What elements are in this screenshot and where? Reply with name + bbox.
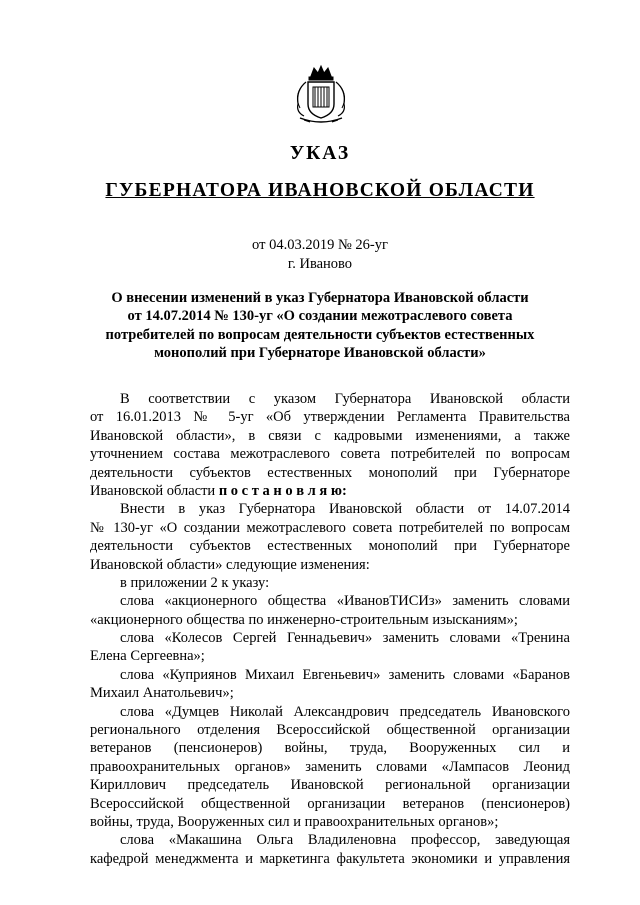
subject-line: потребителей по вопросам деятельности субъектов естественных [105,326,535,343]
decree-body [90,390,570,868]
body-line: В соответствии с указом Губернатора Ивановской области [120,391,570,407]
body-line: слова «Макашина Ольга Владиленовна профессор, заведующая [120,832,570,849]
body-text: Ивановской области [90,482,216,499]
decree-city: г. Иваново [287,256,353,272]
resolution-word: п о с т а н о в л я ю: [218,482,347,499]
body-line: кафедрой менеджмента и маркетинга факультета экономики и управления [90,850,570,867]
issuer-title: ГУБЕРНАТОРА ИВАНОВСКОЙ ОБЛАСТИ [105,180,535,201]
body-line: Михаил Анатольевич»; [90,685,234,702]
body-line: № 130-уг «О создании межотраслевого совета потребителей по вопросам [90,519,570,536]
body-line: слова «Куприянов Михаил Евгеньевич» заменить словами «Баранов [120,666,570,683]
body-line: регионального отделения Всероссийской общественной организации [90,722,570,739]
decree-date-number: от 04.03.2019 № 26-уг [252,237,388,253]
body-line: слова «акционерного общества «ИвановТИСИз» заменить словами [120,593,570,610]
body-line: в приложении 2 к указу: [120,574,270,591]
body-line: Всероссийской общественной организации ветеранов (пенсионеров) [90,795,570,812]
subject-line: от 14.07.2014 № 130-уг «О создании межотраслевого совета [127,308,513,325]
body-line: слова «Думцев Николай Александрович председатель Ивановского [120,703,570,720]
body-line: Елена Сергеевна»; [90,648,205,665]
body-line: Кириллович председатель Ивановской региональной организации [90,777,570,794]
body-line: Ивановской области» следующие изменения: [90,556,370,573]
body-line: Ивановской области», в связи с кадровыми изменениями, а также [90,427,570,444]
body-line: деятельности субъектов естественных монополий при Губернаторе [90,538,570,555]
body-line: от 16.01.2013 № 5-уг «Об утверждении Регламента Правительства [90,409,570,426]
document-title: УКАЗ [289,143,351,164]
subject-line: О внесении изменений в указ Губернатора Ивановской области [111,290,529,306]
decree-subject [86,289,554,363]
body-line [90,482,570,500]
body-line: «акционерного общества по инженерно-строительным изысканиям»; [90,611,518,628]
subject-line: монополий при Губернаторе Ивановской области» [154,345,486,362]
body-line: Внести в указ Губернатора Ивановской области от 14.07.2014 [120,501,570,518]
body-line: войны, труда, Вооруженных сил и правоохранительных органов»; [90,813,499,830]
body-line: слова «Колесов Сергей Геннадьевич» заменить словами «Тренина [120,630,570,647]
coat-of-arms-icon [290,62,352,126]
body-line: правоохранительных органов» заменить словами «Лампасов Леонид [90,758,570,775]
body-line: ветеранов (пенсионеров) войны, труда, Вооруженных сил и [90,740,570,757]
body-line: уточнением состава межотраслевого совета потребителей по вопросам [90,446,570,463]
body-line: деятельности субъектов естественных монополий при Губернаторе [90,464,570,481]
